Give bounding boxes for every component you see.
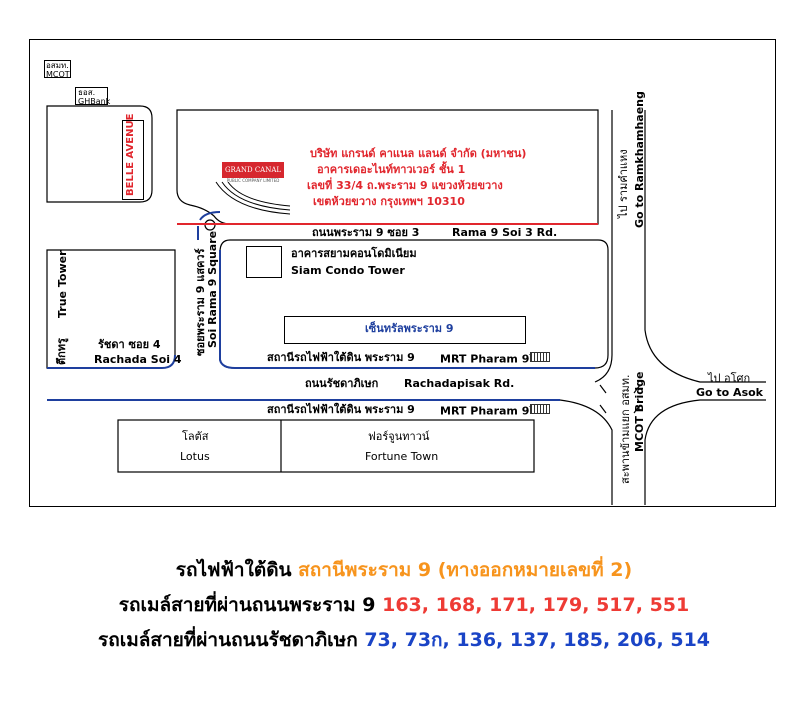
road-ramkhamhaeng-right — [645, 110, 766, 382]
mcot-small-label: อสมท. MCOT — [46, 61, 70, 80]
fortune-en: Fortune Town — [365, 450, 439, 463]
mrt-top-station-icon — [530, 352, 550, 362]
rachadapisek-en: Rachadapisak Rd. — [404, 377, 515, 390]
shops-box — [118, 420, 534, 472]
rama9-square-en: Soi Rama 9 Square — [206, 230, 219, 348]
go-ramkhamhaeng-en: Go to Ramkhamhaeng — [633, 91, 646, 228]
road-bridge-left — [560, 400, 612, 505]
mrt-bottom-en: MRT Pharam 9 — [440, 404, 538, 418]
lotus-en: Lotus — [180, 450, 210, 463]
central-rama9-label: เซ็นทรัลพระราม 9 — [365, 322, 454, 335]
rama9-soi3-th: ถนนพระราม 9 ซอย 3 — [312, 226, 420, 239]
legend-mrt — [0, 555, 808, 585]
legend-bus-rama9 — [0, 590, 808, 620]
siam-condo-box — [246, 246, 282, 278]
logo-canal-arcs — [214, 180, 294, 220]
mcot-bridge-en: MCOT Bridge — [633, 371, 646, 452]
company-line-1: บริษัท แกรนด์ คาแนล แลนด์ จำกัด (มหาชน) — [310, 147, 527, 160]
mrt-bottom-station-icon — [530, 404, 550, 414]
mrt-top-th: สถานีรถไฟฟ้าใต้ดิน พระราม 9 — [267, 351, 415, 364]
legend-mrt-station: สถานีพระราม 9 (ทางออกหมายเลขที่ 2) — [298, 559, 633, 581]
legend-bus-rachada-lines: 73, 73ก, 136, 137, 185, 206, 514 — [364, 629, 711, 651]
company-line-4: เขตห้วยขวาง กรุงเทพฯ 10310 — [313, 195, 465, 208]
company-line-3: เลขที่ 33/4 ถ.พระราม 9 แขวงห้วยขวาง — [307, 179, 503, 192]
siam-condo-th: อาคารสยามคอนโดมิเนียม — [291, 247, 417, 260]
go-asok-th: ไป อโศก — [708, 372, 751, 385]
rama9-square-th: ซอยพระราม 9 แสควร์ — [194, 248, 207, 356]
mcot-bridge-th: สะพานข้ามแยก อสมท. — [619, 374, 632, 484]
mrt-top-en: MRT Pharam 9 — [440, 352, 538, 366]
legend-bus-rama9-lines: 163, 168, 171, 179, 517, 551 — [382, 594, 690, 616]
legend-bus-rachada — [0, 625, 808, 655]
rachada-soi4-en: Rachada Soi 4 — [94, 353, 182, 366]
company-line-2: อาคารเดอะไนท์ทาวเวอร์ ชั้น 1 — [317, 163, 466, 176]
go-asok-en: Go to Asok — [696, 386, 763, 399]
rama9-soi3-en: Rama 9 Soi 3 Rd. — [452, 226, 558, 239]
go-ramkhamhaeng-th: ไป รามคำแหง — [617, 149, 630, 218]
siam-condo-en: Siam Condo Tower — [291, 264, 405, 277]
rachada-soi4-th: รัชดา ซอย 4 — [98, 338, 161, 351]
true-tower-en: True Tower — [56, 250, 69, 318]
grand-canal-logo: GRAND CANAL LAND — [222, 162, 284, 178]
true-tower-th: ตึกทรู — [55, 338, 68, 365]
grand-canal-logo-sub: PUBLIC COMPANY LIMITED — [226, 178, 280, 183]
rachadapisek-th: ถนนรัชดาภิเษก — [305, 377, 379, 390]
belle-avenue-label: BELLE AVENUE — [125, 113, 136, 196]
legend-bus-rachada-prefix: รถเมล์สายที่ผ่านถนนรัชดาภิเษก — [97, 629, 365, 651]
fortune-th: ฟอร์จูนทาวน์ — [368, 430, 430, 443]
ghbank-label: ธอส. GHBank — [78, 88, 111, 107]
legend-bus-rama9-prefix: รถเมล์สายที่ผ่านถนนพระราม 9 — [118, 594, 383, 616]
legend-mrt-prefix: รถไฟฟ้าใต้ดิน — [175, 559, 299, 581]
road-asok-bottom — [645, 400, 766, 505]
mrt-bottom-th: สถานีรถไฟฟ้าใต้ดิน พระราม 9 — [267, 403, 415, 416]
lotus-th: โลตัส — [182, 430, 209, 443]
